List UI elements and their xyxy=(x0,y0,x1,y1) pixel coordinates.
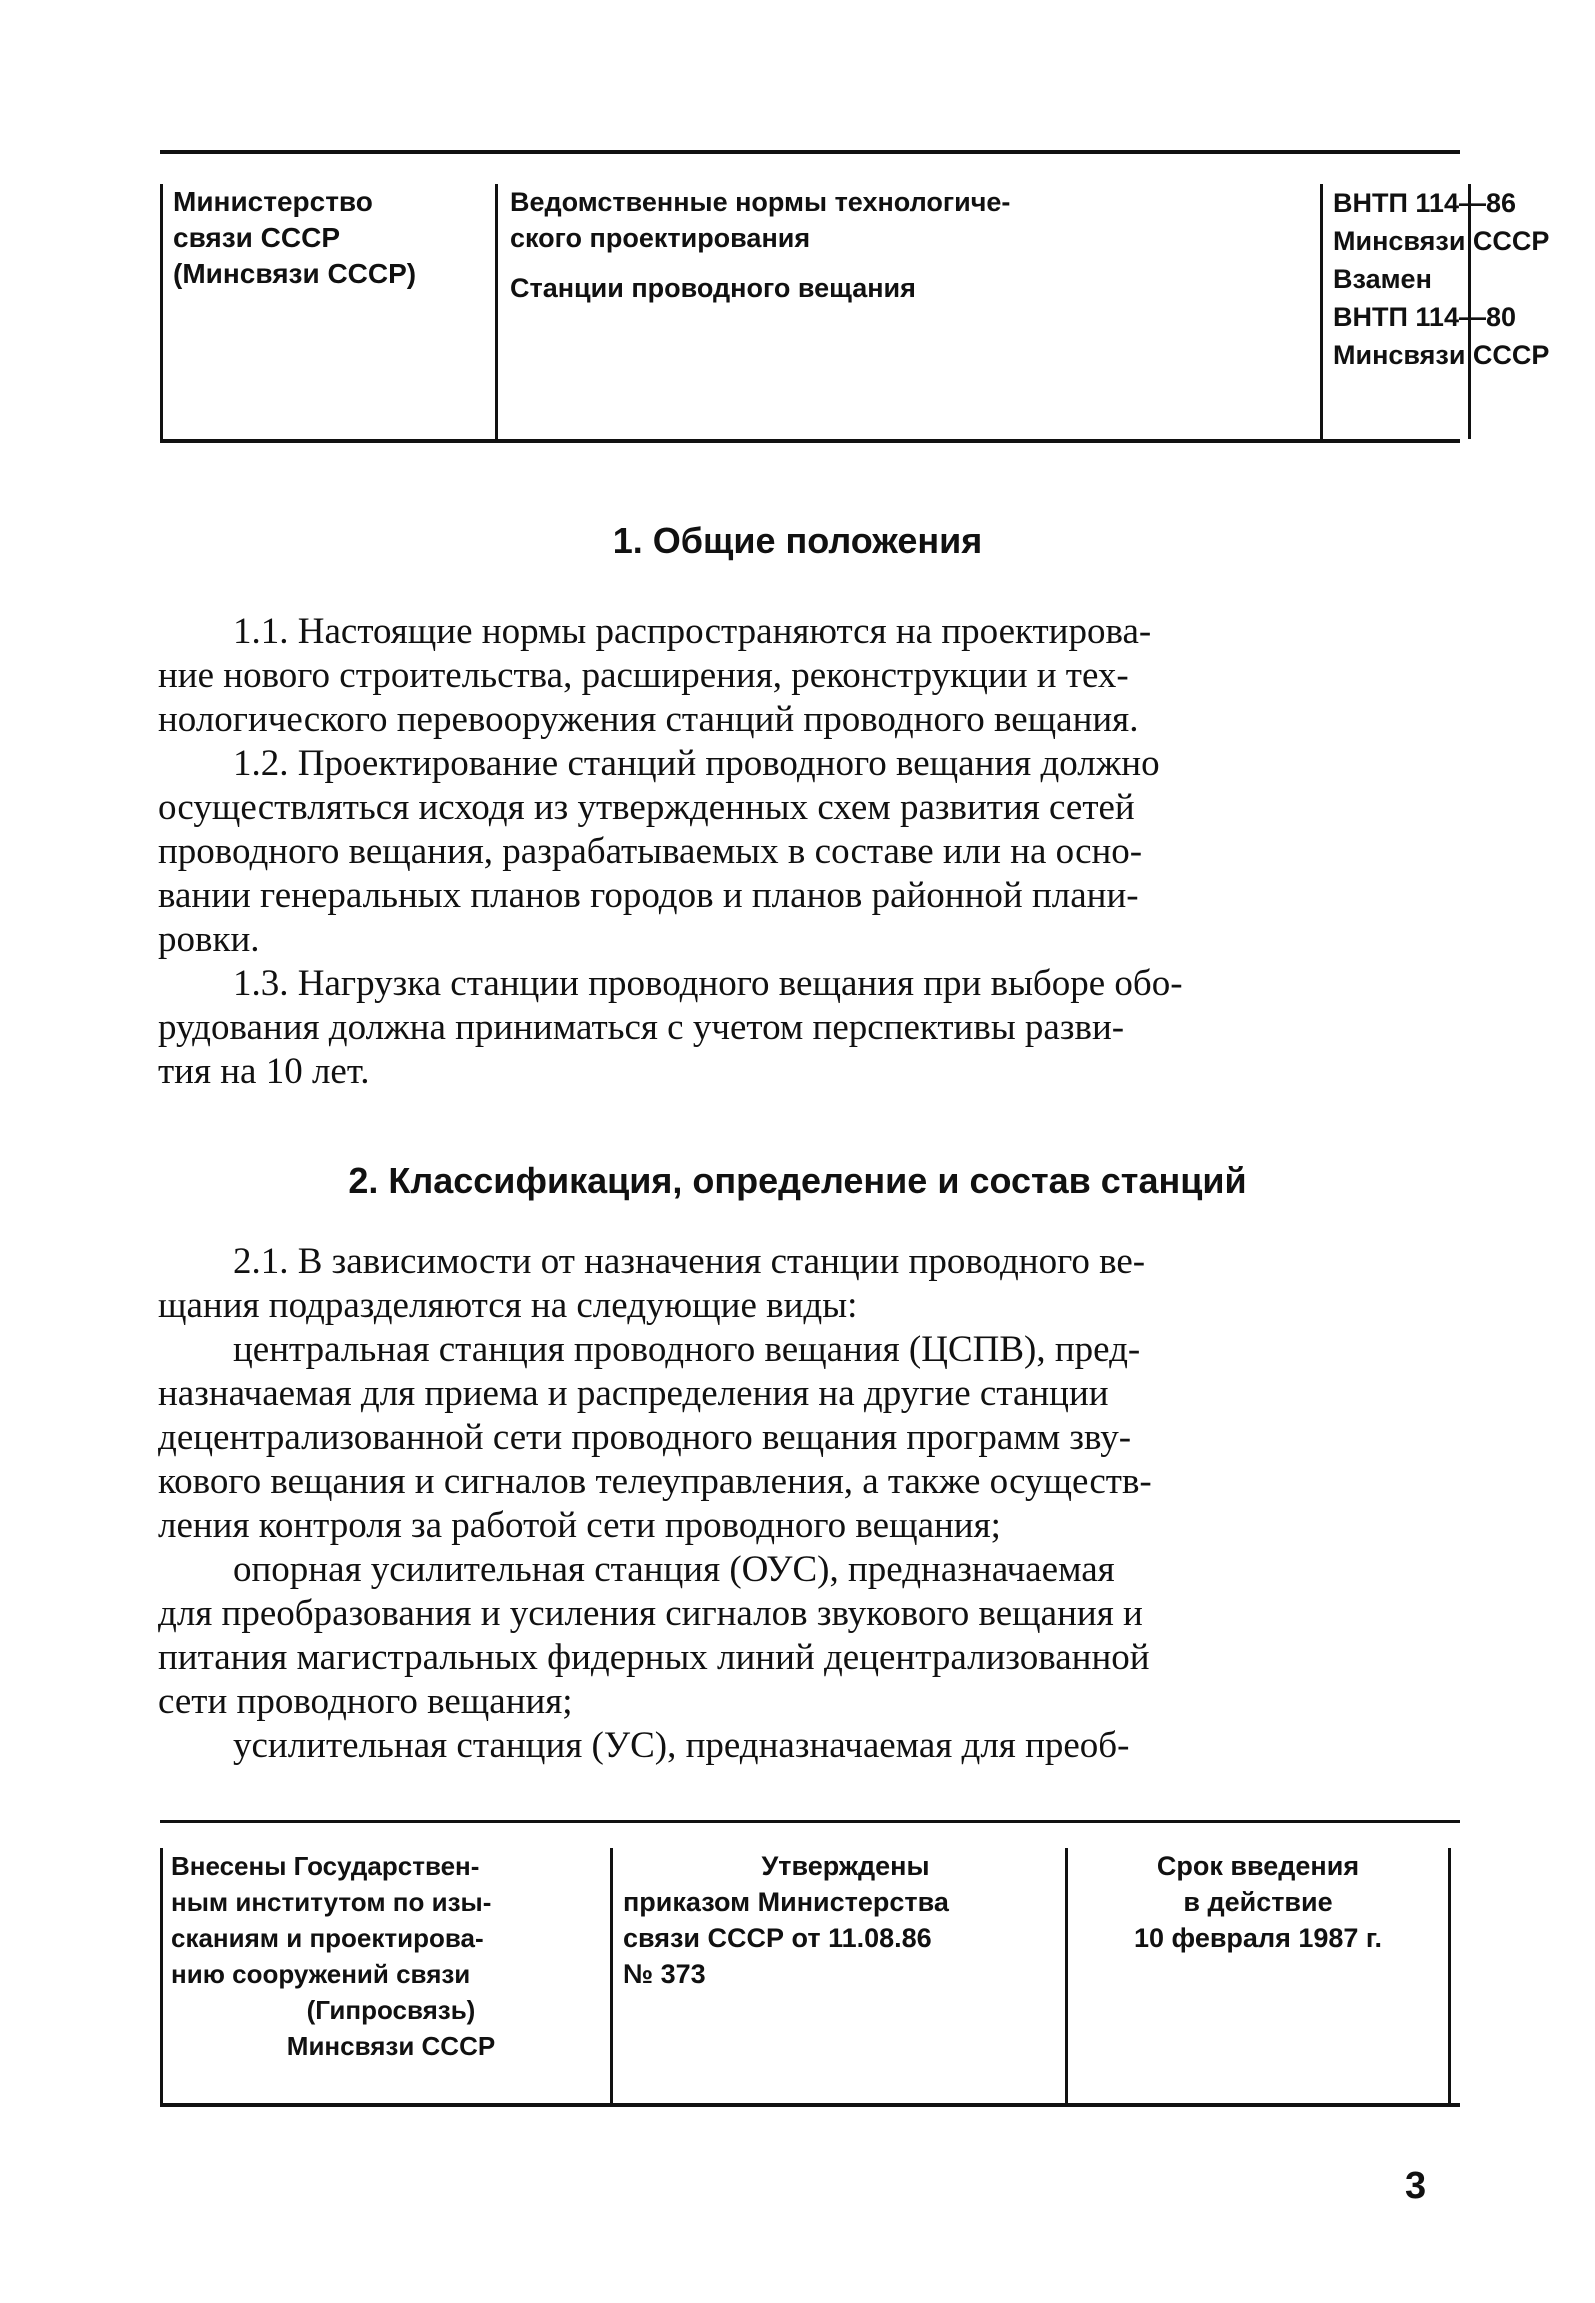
text-line: питания магистральных фидерных линий децентрализованной xyxy=(158,1637,1150,1678)
text-line: для преобразования и усиления сигналов звукового вещания и xyxy=(158,1593,1143,1634)
code-line: Минсвязи СССР xyxy=(1333,340,1550,370)
footer-approved-cell xyxy=(610,1848,1068,2103)
approved-line: приказом Министерства xyxy=(623,1887,949,1917)
section-2-heading: 2. Классификация, определение и состав станций xyxy=(348,1160,1247,1201)
approved-line: № 373 xyxy=(623,1959,706,1989)
text-line: проводного вещания, разрабатываемых в составе или на осно- xyxy=(158,831,1143,872)
footer-table xyxy=(160,1820,1460,2107)
effective-line: 10 февраля 1987 г. xyxy=(1134,1923,1382,1953)
text-line: вании генеральных планов городов и планов районной плани- xyxy=(158,875,1139,916)
introduced-line: Внесены Государствен- xyxy=(171,1851,480,1881)
text-line: ровки. xyxy=(158,919,260,960)
effective-line: в действие xyxy=(1183,1887,1333,1917)
text-line: тия на 10 лет. xyxy=(158,1051,370,1092)
section-2-body xyxy=(158,1240,1448,1768)
title-line: ского проектирования xyxy=(510,223,811,253)
text-line: назначаемая для приема и распределения на другие станции xyxy=(158,1373,1109,1414)
text-line: 1.1. Настоящие нормы распространяются на проектирова- xyxy=(233,611,1152,652)
approved-line: Утверждены xyxy=(761,1851,930,1881)
page-number: 3 xyxy=(1405,2165,1427,2207)
text-line: 1.2. Проектирование станций проводного вещания должно xyxy=(233,743,1160,784)
introduced-line: нию сооружений связи xyxy=(171,1959,471,1989)
approved-line: связи СССР от 11.08.86 xyxy=(623,1923,932,1953)
text-line: децентрализованной сети проводного вещания программ зву- xyxy=(158,1417,1132,1458)
effective-line: Срок введения xyxy=(1156,1851,1360,1881)
text-line: кового вещания и сигналов телеуправления, а также осуществ- xyxy=(158,1461,1152,1502)
title-line: Ведомственные нормы технологиче- xyxy=(510,187,1011,217)
header-code-cell xyxy=(1320,184,1550,439)
introduced-line: (Гипросвязь) xyxy=(306,1995,476,2025)
footer-effective-cell xyxy=(1065,1848,1451,2103)
code-line: ВНТП 114—80 xyxy=(1333,302,1516,332)
text-line: опорная усилительная станция (ОУС), предназначаемая xyxy=(233,1549,1115,1590)
org-line: связи СССР xyxy=(173,222,341,253)
footer-introduced-cell xyxy=(160,1848,611,2103)
code-line: Взамен xyxy=(1333,264,1432,294)
text-line: 2.1. В зависимости от назначения станции проводного ве- xyxy=(233,1241,1146,1282)
text-line: ние нового строительства, расширения, реконструкции и тех- xyxy=(158,655,1129,696)
header-title-cell xyxy=(495,184,1330,439)
text-line: ления контроля за работой сети проводного вещания; xyxy=(158,1505,1001,1546)
text-line: нологического перевооружения станций проводного вещания. xyxy=(158,699,1139,740)
text-line: усилительная станция (УС), предназначаемая для преоб- xyxy=(233,1725,1130,1766)
org-line: Министерство xyxy=(173,186,373,217)
text-line: рудования должна приниматься с учетом перспективы разви- xyxy=(158,1007,1125,1048)
introduced-line: сканиям и проектирова- xyxy=(171,1923,484,1953)
document-subtitle: Станции проводного вещания xyxy=(510,273,916,303)
text-line: сети проводного вещания; xyxy=(158,1681,573,1722)
text-line: центральная станция проводного вещания (ЦСПВ), пред- xyxy=(233,1329,1141,1370)
header-table xyxy=(160,150,1550,443)
text-line: осуществляться исходя из утвержденных схем развития сетей xyxy=(158,787,1135,828)
section-1-body xyxy=(158,610,1448,1094)
code-line: Минсвязи СССР xyxy=(1333,226,1550,256)
text-line: щания подразделяются на следующие виды: xyxy=(158,1285,858,1326)
introduced-line: Минсвязи СССР xyxy=(286,2031,496,2061)
org-line: (Минсвязи СССР) xyxy=(173,258,417,289)
introduced-line: ным институтом по изы- xyxy=(171,1887,492,1917)
code-line: ВНТП 114—86 xyxy=(1333,188,1516,218)
section-1-heading: 1. Общие положения xyxy=(612,520,983,561)
header-organization-cell xyxy=(160,184,503,439)
text-line: 1.3. Нагрузка станции проводного вещания при выборе обо- xyxy=(233,963,1183,1004)
